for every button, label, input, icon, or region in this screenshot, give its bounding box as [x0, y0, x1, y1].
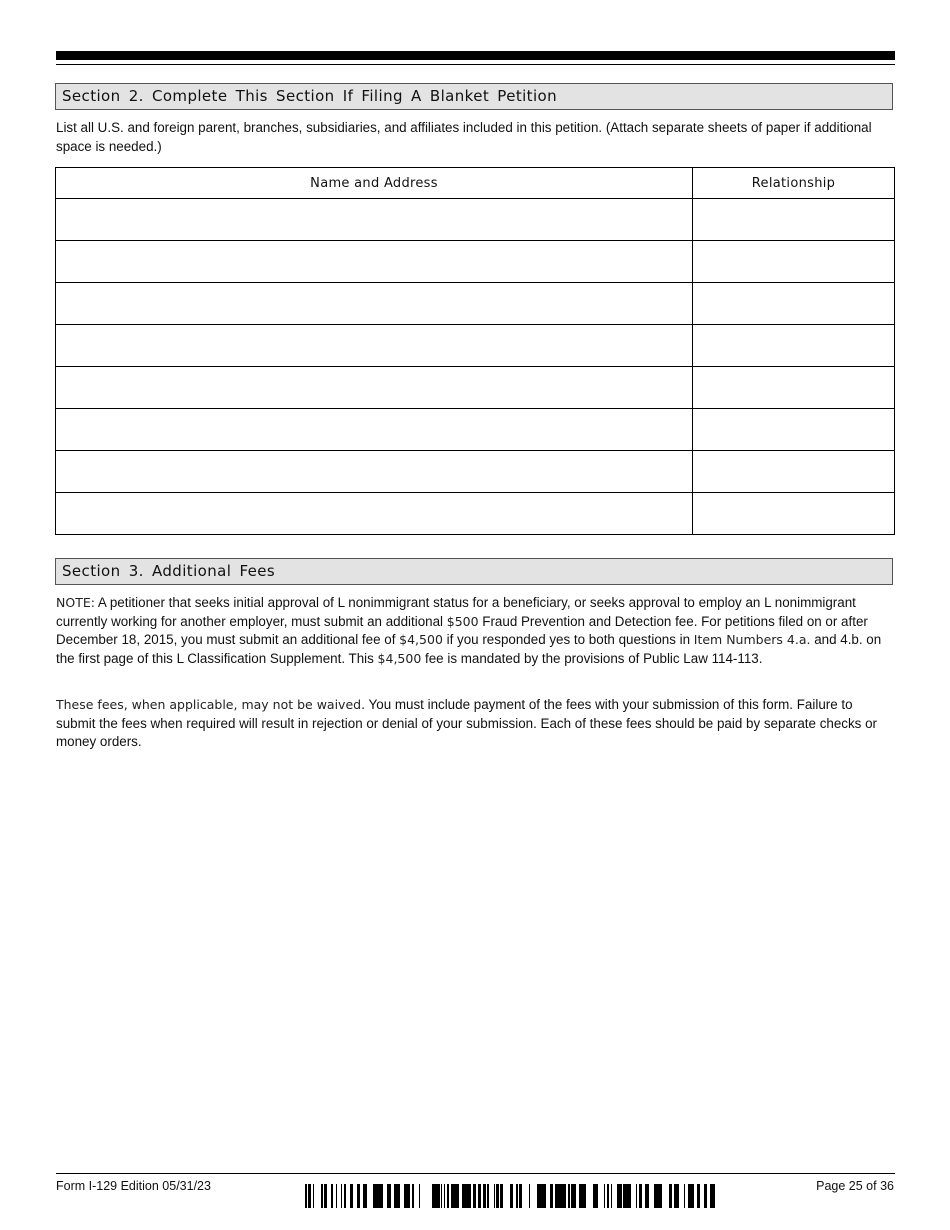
name-address-cell[interactable] — [56, 325, 693, 367]
section-2-header: Section 2. Complete This Section If Filing A Blanket Petition — [55, 83, 893, 110]
relationship-header: Relationship — [693, 168, 895, 199]
table-header-row — [56, 168, 895, 199]
form-edition: Form I-129 Edition 05/31/23 — [56, 1179, 211, 1193]
item-numbers-ref: Item Numbers 4.a. — [693, 632, 811, 647]
relationship-cell[interactable] — [693, 367, 895, 409]
table-row — [56, 325, 895, 367]
name-address-cell[interactable] — [56, 283, 693, 325]
relationship-cell[interactable] — [693, 493, 895, 535]
name-address-cell[interactable] — [56, 493, 693, 535]
fee-amount: $4,500 — [399, 632, 443, 647]
fee-amount: $500 — [446, 613, 479, 629]
waiver-lead: These fees, when applicable, may not be waived. — [56, 697, 366, 712]
table-row — [56, 493, 895, 535]
section-3-header: Section 3. Additional Fees — [55, 558, 893, 585]
barcode — [305, 1184, 715, 1208]
waiver-text: You must include payment of the fees with your submission of this form. Failure to submit the fees when required will result in rejection or denial of your submission. Each of these fees should be paid by separate checks or money orders. — [56, 697, 877, 749]
note-text: if you responded yes to both questions in — [442, 632, 694, 647]
table-row — [56, 283, 895, 325]
section-3-waiver — [56, 696, 891, 752]
table-row — [56, 199, 895, 241]
table-row — [56, 241, 895, 283]
note-text: and 4.b. on the first page of this L Classification Supplement. This — [56, 632, 882, 666]
note-label: NOTE: — [56, 595, 95, 610]
section-2-instructions: List all U.S. and foreign parent, branches, subsidiaries, and affiliates included in this petition. (Attach separate sheets of paper if additional space is needed.) — [56, 120, 872, 154]
relationship-cell[interactable] — [693, 451, 895, 493]
relationship-cell[interactable] — [693, 325, 895, 367]
footer-rule — [56, 1173, 895, 1174]
name-address-cell[interactable] — [56, 451, 693, 493]
name-address-cell[interactable] — [56, 409, 693, 451]
top-rule-thin — [56, 64, 895, 65]
relationship-cell[interactable] — [693, 409, 895, 451]
note-text: A petitioner that seeks initial approval of L nonimmigrant status for a beneficiary, or seeks approval to employ an L nonimmigrant currently working for another employer, must submit an additional — [56, 595, 856, 629]
relationship-cell[interactable] — [693, 241, 895, 283]
relationship-cell[interactable] — [693, 283, 895, 325]
fee-amount: $4,500 — [377, 650, 422, 666]
table-row — [56, 367, 895, 409]
note-text: Fraud Prevention and Detection fee. For petitions filed on or after December 18, 2015, you must submit an additional fee of — [56, 613, 868, 647]
table-row — [56, 451, 895, 493]
name-address-cell[interactable] — [56, 199, 693, 241]
name-address-cell[interactable] — [56, 241, 693, 283]
table-row — [56, 409, 895, 451]
name-address-cell[interactable] — [56, 367, 693, 409]
relationship-cell[interactable] — [693, 199, 895, 241]
page-number: Page 25 of 36 — [816, 1179, 894, 1193]
top-rule — [56, 51, 895, 60]
section-3-note — [56, 594, 891, 668]
entities-table — [55, 167, 895, 535]
note-text: fee is mandated by the provisions of Public Law 114-113. — [421, 650, 763, 666]
name-address-header: Name and Address — [56, 168, 693, 199]
